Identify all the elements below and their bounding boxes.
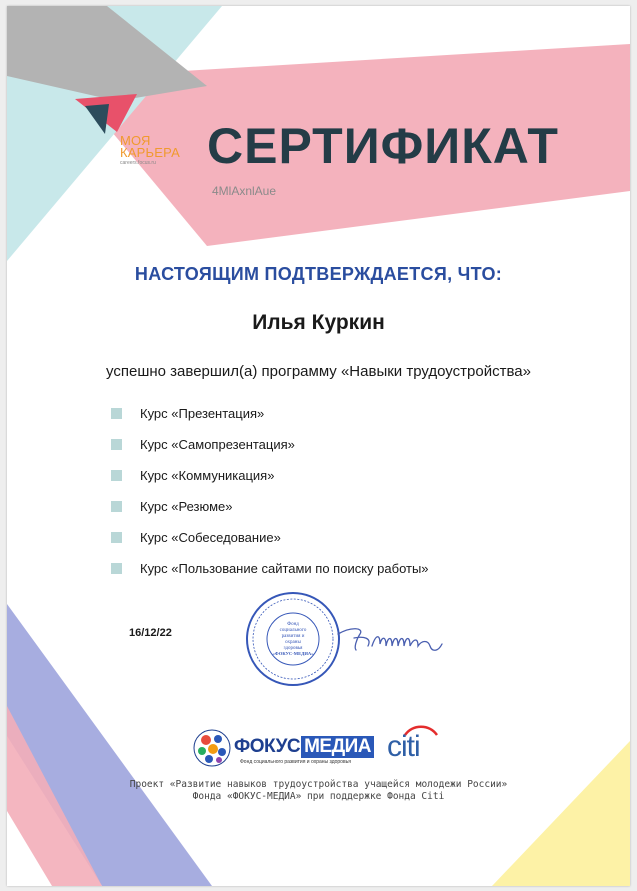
bullet-square-icon	[111, 501, 122, 512]
fokus-media-word-1: ФОКУС	[234, 736, 301, 757]
stamp-text: охраны	[285, 640, 301, 645]
bullet-square-icon	[111, 563, 122, 574]
course-item	[111, 491, 429, 522]
stamp-text: развития и	[281, 634, 305, 639]
recipient-name: Илья Куркин	[252, 311, 385, 334]
course-item	[111, 398, 429, 429]
footer-line-1: Проект «Развитие навыков трудоустройства учащейся молодежи России»	[129, 779, 508, 790]
course-label: Курс «Резюме»	[140, 499, 233, 514]
fokus-media-logo	[234, 736, 374, 758]
course-item	[111, 429, 429, 460]
fokus-media-globe-icon	[192, 728, 232, 768]
completion-text: успешно завершил(а) программу «Навыки трудоустройства»	[106, 363, 531, 380]
course-label: Курс «Собеседование»	[140, 530, 281, 545]
course-item	[111, 460, 429, 491]
official-stamp-icon	[245, 591, 341, 687]
certificate	[7, 6, 630, 886]
logo-url: careers.focus.ru	[120, 160, 156, 166]
signature-icon	[332, 616, 447, 666]
course-label: Курс «Коммуникация»	[140, 468, 275, 483]
certificate-code: 4MlAxnlAue	[212, 184, 277, 198]
bullet-square-icon	[111, 439, 122, 450]
course-label: Курс «Пользование сайтами по поиску работы»	[140, 561, 429, 576]
stamp-text: социального	[279, 628, 307, 633]
yellow-triangle	[492, 741, 630, 886]
fokus-media-word-2: МЕДИА	[301, 736, 374, 758]
confirmation-heading: НАСТОЯЩИМ ПОДТВЕРЖДАЕТСЯ, ЧТО:	[134, 264, 503, 284]
footer-line-2: Фонда «ФОКУС-МЕДИА» при поддержке Фонда Citi	[192, 791, 445, 802]
bullet-square-icon	[111, 408, 122, 419]
stamp-text: «ФОКУС-МЕДИА»	[272, 651, 314, 656]
logo-line-2: КАРЬЕРА	[120, 145, 180, 160]
footer	[7, 779, 630, 803]
course-item	[111, 522, 429, 553]
fokus-media-subtitle: Фонд социального развития и охраны здоровья	[240, 759, 351, 765]
logo-line-1: МОЯ	[120, 133, 151, 148]
issue-date: 16/12/22	[129, 627, 172, 639]
course-label: Курс «Презентация»	[140, 406, 265, 421]
certificate-title: СЕРТИФИКАТ	[207, 118, 559, 174]
bullet-square-icon	[111, 470, 122, 481]
stamp-text: Фонд	[287, 622, 299, 627]
citi-logo: citi	[387, 730, 420, 763]
stamp-text: здоровья	[283, 646, 303, 651]
course-list	[111, 398, 429, 584]
bullet-square-icon	[111, 532, 122, 543]
course-item	[111, 553, 429, 584]
course-label: Курс «Самопрезентация»	[140, 437, 295, 452]
